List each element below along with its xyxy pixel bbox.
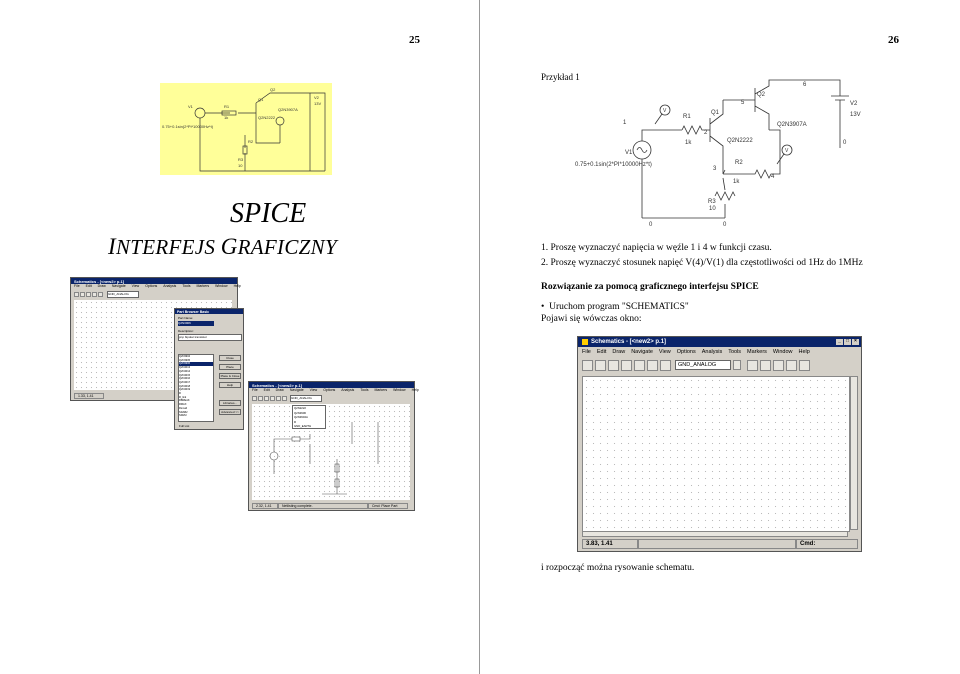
left-page-number: 25 [409, 34, 420, 46]
bullet-text: Uruchom program "SCHEMATICS" [549, 302, 689, 312]
title-initial-i: I [108, 234, 116, 259]
menu-tools[interactable]: Tools [728, 349, 742, 355]
status-cmd: Cmd: [796, 539, 858, 549]
window-controls [836, 339, 861, 345]
node-label-1: 1 [623, 120, 627, 126]
dropdown-item[interactable]: Q2N3906 [294, 410, 306, 415]
thumb-label-q2n3907a: Q2N3907A [278, 107, 298, 112]
horizontal-scrollbar[interactable] [582, 531, 848, 537]
thumbnail-circuit-drawing [160, 83, 332, 175]
drawing-canvas[interactable] [582, 376, 850, 532]
bullet-icon: • [541, 302, 545, 312]
part-list-item[interactable]: Q2N4013 [179, 366, 191, 370]
r3-value: 10 [709, 206, 716, 212]
page-divider [479, 0, 480, 674]
node-label-4: 4 [771, 174, 775, 180]
thumb1-menu-draw[interactable]: Draw [97, 284, 106, 288]
dropdown-item[interactable]: Q2N2222 [294, 406, 306, 410]
part-list-item-selected[interactable]: Q2N3906 [179, 362, 213, 366]
node-label-3: 3 [713, 166, 717, 172]
thumb1-part-combo[interactable]: GND_ANALOG [107, 291, 139, 298]
r2-label: R2 [735, 160, 743, 166]
closing-text: i rozpocząć można rysowanie schematu. [541, 563, 695, 573]
save-icon[interactable] [608, 360, 619, 371]
get-part-icon[interactable] [747, 360, 758, 371]
r1-label: R1 [683, 114, 691, 120]
draw-block-icon[interactable] [660, 360, 671, 371]
schematics-toolbar [578, 357, 861, 373]
thumb1-titlebar: Schematics - [<new2> p.1] [71, 278, 237, 284]
title-rest-graficzny: RAFICZNY [237, 235, 337, 259]
thumb2-part-combo[interactable]: GND_ANALOG [290, 395, 322, 402]
thumb-label-v2: V2 [314, 95, 319, 100]
description-label: Description: [178, 329, 194, 333]
title-initial-g: G [220, 234, 238, 259]
part-list-item[interactable]: Q2N4017 [179, 380, 191, 384]
close-button[interactable]: Close [219, 355, 241, 361]
task-2-number: 2. [541, 258, 549, 268]
node-label-0-left: 0 [649, 222, 653, 228]
thumb-label-r3: R3 [238, 157, 244, 162]
menu-view[interactable]: View [658, 349, 671, 355]
thumb2-toolbar [249, 394, 414, 402]
part-name-input[interactable]: Q2N3906 [178, 321, 214, 326]
combo-arrow-icon[interactable] [733, 360, 741, 370]
thumb2-menu-options[interactable]: Options [323, 388, 336, 392]
thumb2-new-icon[interactable] [252, 396, 257, 401]
title-group [582, 339, 666, 345]
status-message [638, 539, 796, 549]
new-file-icon[interactable] [582, 360, 593, 371]
part-browser-dialog [174, 308, 244, 430]
open-file-icon[interactable] [595, 360, 606, 371]
thumb-label-r1: R1 [224, 104, 230, 109]
menu-markers[interactable]: Markers [747, 349, 767, 355]
thumb2-menu-view[interactable]: View [309, 388, 318, 392]
status-coords: 3.83, 1.41 [582, 539, 638, 549]
node-label-5: 5 [741, 100, 745, 106]
thumb1-save-icon[interactable] [86, 292, 91, 297]
schematics-window [577, 336, 862, 552]
app-icon [582, 339, 588, 345]
thumb2-schematic-drawing [252, 404, 410, 500]
thumb1-print-icon[interactable] [92, 292, 97, 297]
part-list-item[interactable]: RBREAK [179, 399, 190, 403]
probe-v-node1: V [663, 108, 667, 114]
thumb2-cut-icon[interactable] [276, 396, 281, 401]
draw-bus-icon[interactable] [647, 360, 658, 371]
thumb2-status-coords: 2.32, 1.41 [252, 503, 278, 509]
part-list-item[interactable]: Q2N4016 [179, 377, 191, 381]
thumb2-titlebar: Schematics - [<new2> p.1] [249, 382, 414, 388]
q1-model: Q2N2222 [727, 138, 753, 144]
thumb2-menu-navigate[interactable]: Navigate [289, 388, 304, 392]
part-list-item[interactable]: Q2N4015 [179, 373, 191, 377]
bullet-item [541, 302, 689, 312]
schematics-menubar [578, 347, 861, 357]
part-list-item[interactable]: Q2N4019 [179, 388, 191, 392]
q2-label: Q2 [757, 92, 766, 98]
thumb2-save-icon[interactable] [264, 396, 269, 401]
thumb1-menu-edit[interactable]: Edit [85, 284, 92, 288]
thumb-window-2 [248, 381, 419, 511]
edit-symbol-icon[interactable] [773, 360, 784, 371]
node-label-0-right: 0 [843, 140, 847, 146]
part-name-label: Part Name: [178, 316, 194, 320]
part-list[interactable] [178, 354, 214, 422]
v2-label: V2 [850, 101, 858, 107]
thumb1-status-coords: 1.33, 1.41 [74, 393, 104, 399]
v1-value: 0.75+0.1sin(2*PI*10000Hz*t) [575, 162, 652, 168]
thumb1-wire-icon[interactable] [98, 292, 103, 297]
vertical-scrollbar[interactable] [850, 376, 858, 530]
thumb2-menu-tools[interactable]: Tools [360, 388, 369, 392]
task-2-text: Proszę wyznaczyć stosunek napięć V(4)/V(1) dla częstotliwości od 1Hz do 1MHz [550, 258, 863, 268]
thumb2-copy-icon[interactable] [282, 396, 287, 401]
thumb1-menu-options[interactable]: Options [145, 284, 158, 288]
interfejs-graficzny-title [108, 234, 337, 260]
node-label-0-mid: 0 [723, 222, 727, 228]
thumb1-statusbar [74, 393, 104, 399]
r3-label: R3 [708, 199, 716, 205]
thumb-label-q2: Q2 [270, 87, 276, 92]
menu-help[interactable]: Help [798, 349, 810, 355]
thumb2-menu-help[interactable]: Help [411, 388, 419, 392]
thumb1-menu-help[interactable]: Help [233, 284, 241, 288]
part-list-item[interactable]: SDMU [179, 414, 187, 418]
part-name-combo[interactable]: GND_ANALOG [675, 360, 731, 370]
q2-model: Q2N3907A [777, 122, 807, 128]
thumb1-toolbar [71, 290, 237, 298]
help-button[interactable]: Help [219, 382, 241, 388]
node-label-6: 6 [803, 82, 807, 88]
right-page-number: 26 [888, 34, 899, 46]
thumb-label-q1: Q1 [258, 97, 264, 102]
part-list-item[interactable]: RMAX [179, 403, 187, 407]
thumb2-open-icon[interactable] [258, 396, 263, 401]
menu-edit[interactable]: Edit [596, 349, 607, 355]
thumb2-menu-window[interactable]: Window [393, 388, 406, 392]
thumb2-statusbar [252, 503, 410, 509]
thumb1-menu-analysis[interactable]: Analysis [163, 284, 177, 288]
place-close-button[interactable]: Place & Close [220, 374, 240, 378]
part-list-item[interactable]: Q2N3905 [179, 358, 191, 362]
draw-wire-icon[interactable] [634, 360, 645, 371]
window-title: Schematics - [<new2> p.1] [591, 339, 667, 345]
description-field[interactable]: pnp bipolar transistor [178, 334, 242, 341]
part-list-item[interactable]: Q2N3904 [179, 355, 191, 358]
solution-heading: Rozwiązanie za pomocą graficznego interfejsu SPICE [541, 282, 759, 292]
thumbnail-circuit-figure [160, 83, 332, 175]
task-1-number: 1. [541, 243, 549, 253]
dropdown-item[interactable]: R [294, 419, 297, 424]
part-list-item[interactable]: SDAB2 [179, 410, 188, 414]
print-icon[interactable] [621, 360, 632, 371]
close-icon[interactable]: × [852, 339, 859, 345]
setup-analysis-icon[interactable] [786, 360, 797, 371]
thumb2-menu-markers[interactable]: Markers [374, 388, 388, 392]
advanced-button[interactable]: Advanced >> [219, 409, 241, 415]
r2-value: 1k [733, 179, 740, 185]
task-1 [541, 243, 772, 253]
task-2 [541, 258, 863, 268]
q1-label: Q1 [711, 110, 720, 116]
minimize-icon[interactable]: _ [836, 339, 843, 345]
thumb-label-r2: R2 [248, 139, 254, 144]
thumb1-new-icon[interactable] [74, 292, 79, 297]
thumb2-drawing-canvas[interactable] [252, 404, 410, 500]
thumb1-menu-navigate[interactable]: Navigate [111, 284, 126, 288]
thumb-label-v1: V1 [188, 104, 193, 109]
part-list-item[interactable]: Q2N4014 [179, 369, 191, 373]
place-button[interactable]: Place [219, 364, 241, 370]
appears-text: Pojawi się wówczas okno: [541, 314, 642, 324]
dropdown-item[interactable]: GND_EARTH [294, 424, 312, 428]
thumb-label-13v: 13V [314, 101, 322, 106]
thumb2-status-cmd: Cmd: Place Part [368, 503, 408, 509]
thumb-label-source: 0.75+0.1sin(2*Pi*10000Hz*t) [162, 124, 214, 129]
thumb1-menu-view[interactable]: View [131, 284, 140, 288]
menu-draw[interactable]: Draw [612, 349, 626, 355]
thumb-label-1k: 1k [224, 115, 229, 120]
v1-label: V1 [625, 150, 633, 156]
spice-title: SPICE [230, 198, 307, 229]
r1-value: 1k [685, 140, 692, 146]
menu-window[interactable]: Window [772, 349, 793, 355]
thumb1-menu-window[interactable]: Window [215, 284, 228, 288]
part-list-item[interactable]: Rsmall [179, 406, 187, 410]
part-list-item[interactable]: Q2N4018 [179, 384, 191, 388]
probe-v-node4: V [785, 148, 789, 154]
schematics-titlebar [578, 337, 861, 347]
example-heading: Przykład 1 [541, 72, 580, 82]
schematics-statusbar [582, 539, 858, 549]
part-list-item[interactable]: R [179, 392, 181, 396]
menu-analysis[interactable]: Analysis [701, 349, 723, 355]
part-browser-titlebar: Part Browser Basic [175, 309, 243, 314]
node-label-2: 2 [704, 130, 708, 136]
thumb-label-10: 10 [238, 163, 243, 168]
thumb2-print-icon[interactable] [270, 396, 275, 401]
thumb1-menu-file[interactable]: File [74, 284, 80, 288]
thumb-label-q2n2222: Q2N2222 [258, 115, 276, 120]
menu-file[interactable]: File [582, 349, 591, 355]
main-circuit-diagram [565, 78, 865, 228]
title-rest-interfejs: NTERFEJS [115, 235, 221, 259]
part-list-item[interactable]: R_link [179, 395, 187, 399]
menu-navigate[interactable]: Navigate [631, 349, 653, 355]
thumb1-menu-markers[interactable]: Markers [196, 284, 210, 288]
maximize-icon[interactable]: □ [845, 338, 850, 344]
full-list-checkbox[interactable]: Full List [179, 424, 190, 428]
task-1-text: Proszę wyznaczyć napięcia w węźle 1 i 4 w funkcji czasu. [550, 243, 772, 253]
edit-attributes-icon[interactable] [760, 360, 771, 371]
menu-options[interactable]: Options [676, 349, 696, 355]
libraries-button[interactable]: Libraries... [219, 400, 241, 406]
thumb2-menu-analysis[interactable]: Analysis [341, 388, 355, 392]
thumb1-open-icon[interactable] [80, 292, 85, 297]
v2-value: 13V [850, 112, 861, 118]
thumb1-menu-tools[interactable]: Tools [182, 284, 191, 288]
thumb2-status-message: Netlisting complete. [278, 503, 368, 509]
thumb2-menu-edit[interactable]: Edit [263, 388, 270, 392]
thumb2-menu-draw[interactable]: Draw [275, 388, 284, 392]
simulate-icon[interactable] [799, 360, 810, 371]
thumb2-menu-file[interactable]: File [252, 388, 258, 392]
dropdown-item[interactable]: Q2N3904A [294, 415, 308, 419]
